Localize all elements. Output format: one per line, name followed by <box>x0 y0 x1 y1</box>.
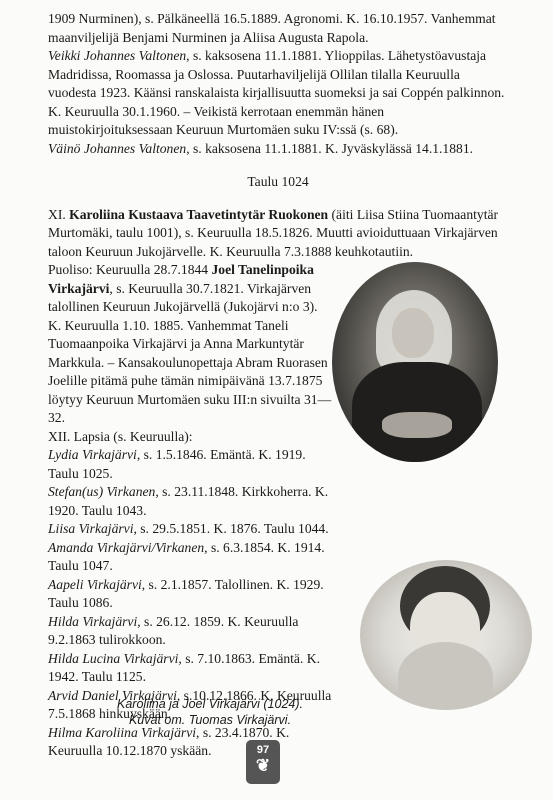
generation-prefix: XI. <box>48 206 70 222</box>
main-person-name: Karoliina Kustaava Taavetintytär Ruokonen <box>69 206 329 222</box>
photo-caption <box>90 696 330 728</box>
list-item <box>48 576 332 613</box>
entry-text: , s. kaksosena 11.1.1881. K. Jyväskylässä 14.1.1881. <box>186 140 474 156</box>
child-name: Hilda Virkajärvi <box>48 613 138 629</box>
spouse-name: Joel Tanelinpoika Virkajärvi <box>48 262 314 296</box>
child-name: Liisa Virkajärvi <box>48 521 134 536</box>
child-name: Amanda Virkajärvi/Virkanen <box>48 539 205 555</box>
person-name: Veikki Johannes Valtonen <box>48 48 187 63</box>
heart-logo-icon: ❦ <box>255 756 271 775</box>
list-item <box>48 650 332 687</box>
person-name: Väinö Johannes Valtonen <box>48 140 187 156</box>
caption-line: Karoliina ja Joel Virkajärvi (1024). <box>117 697 303 711</box>
child-text: , s. 23.4.1870. K. Keuruulla 10.12.1870 yskään. <box>48 724 290 758</box>
child-text: , s. 29.5.1851. K. 1876. Taulu 1044. <box>133 521 329 536</box>
list-item <box>48 483 332 520</box>
entry-continuation <box>48 10 508 47</box>
spouse-entry <box>48 261 332 428</box>
face-shape <box>392 308 434 358</box>
hands-shape <box>382 412 452 438</box>
child-name: Stefan(us) Virkanen <box>48 484 156 499</box>
child-text: , s. 6.3.1854. K. 1914. Taulu 1047. <box>48 539 325 573</box>
child-name: Aapeli Virkajärvi <box>48 576 142 592</box>
previous-entry-block <box>48 10 508 158</box>
portrait-karoliina <box>332 262 498 462</box>
page-number: 97 <box>256 744 270 756</box>
child-name: Hilda Lucina Virkajärvi <box>48 650 179 666</box>
child-text: , s. 1.5.1846. Emäntä. K. 1919. Taulu 1025. <box>48 447 306 481</box>
child-name: Arvid Daniel Virkajärvi <box>48 687 177 703</box>
list-item <box>48 613 332 650</box>
entry-vaino <box>48 140 508 159</box>
list-item <box>48 539 332 576</box>
list-item <box>48 446 332 483</box>
caption-line: Kuvat om. Tuomas Virkajärvi. <box>128 713 292 727</box>
spouse-prefix: Puoliso: Keuruulla 28.7.1844 <box>48 262 212 277</box>
children-heading: XII. Lapsia (s. Keuruulla): <box>48 428 193 444</box>
child-text: , s.10.12.1866. K. Keuruulla 7.5.1868 hinkuyskään. <box>48 687 332 721</box>
entry-text: (äiti Liisa Stiina Tuomaantytär Murtomäki, taulu 1001), s. Keuruulla 18.5.1826. Muutti avioiduttuaan Virkajärven taloon Keuruun Jukojärvelle. K. Keuruulla 7.3.1888 keuhkotautiin. <box>48 206 499 259</box>
table-heading: Taulu 1024 <box>247 174 309 189</box>
entry-veikki <box>48 47 508 140</box>
entry-text: , s. kaksosena 11.1.1881. Ylioppilas. Lähetystöavustaja Madridissa, Roomassa ja Oslossa. Puutarhaviljelijä Ollilan tilalla Keuruulla vuodesta 1923. Käänsi ranskalaista kirjallisuutta suomeksi ja sai Coppén palkinnon. K. Keuruulla 30.1.1960. – Veikistä kerrotaan enemmän hänen muistokirjoituksessaan Keuruun Murtomäen suku IV:ssä (s. 68). <box>48 48 505 137</box>
portrait-joel <box>360 560 532 710</box>
entry-text: , s. Keuruulla 30.7.1821. Virkajärven talollinen Keuruun Jukojärvellä (Jukojärvi n:o 3). K. Keuruulla 1.10. 1885. Vanhemmat Taneli Tuomaanpoika Virkajärvi ja Anna Markuntytär Markkula. – Kansakoulunopettaja Abram Ruorasen Joelille pitämä puhe tämän nimipäivänä 13.7.1875 löytyy Keuruun Murtomäen suku III:n sivuilta 31—32. <box>48 280 332 425</box>
main-person-entry <box>48 206 508 262</box>
page-number-badge <box>246 740 280 784</box>
list-item <box>48 520 332 539</box>
child-name: Hilma Karoliina Virkajärvi <box>48 724 197 740</box>
beard-shape <box>398 642 493 710</box>
child-text: , s. 7.10.1863. Emäntä. K. 1942. Taulu 1125. <box>48 650 320 684</box>
child-text: , s. 23.11.1848. Kirkkoherra. K. 1920. Taulu 1043. <box>48 484 329 518</box>
child-text: , s. 2.1.1857. Talollinen. K. 1929. Taulu 1086. <box>48 576 324 610</box>
entry-text: 1909 Nurminen), s. Pälkäneellä 16.5.1889. Agronomi. K. 16.10.1957. Vanhemmat maanviljelijä Benjami Nurminen ja Aliisa Augusta Rapola. <box>48 11 496 45</box>
child-text: , s. 26.12. 1859. K. Keuruulla 9.2.1863 tulirokkoon. <box>48 613 299 647</box>
child-name: Lydia Virkajärvi <box>48 447 137 462</box>
list-item <box>48 724 332 761</box>
